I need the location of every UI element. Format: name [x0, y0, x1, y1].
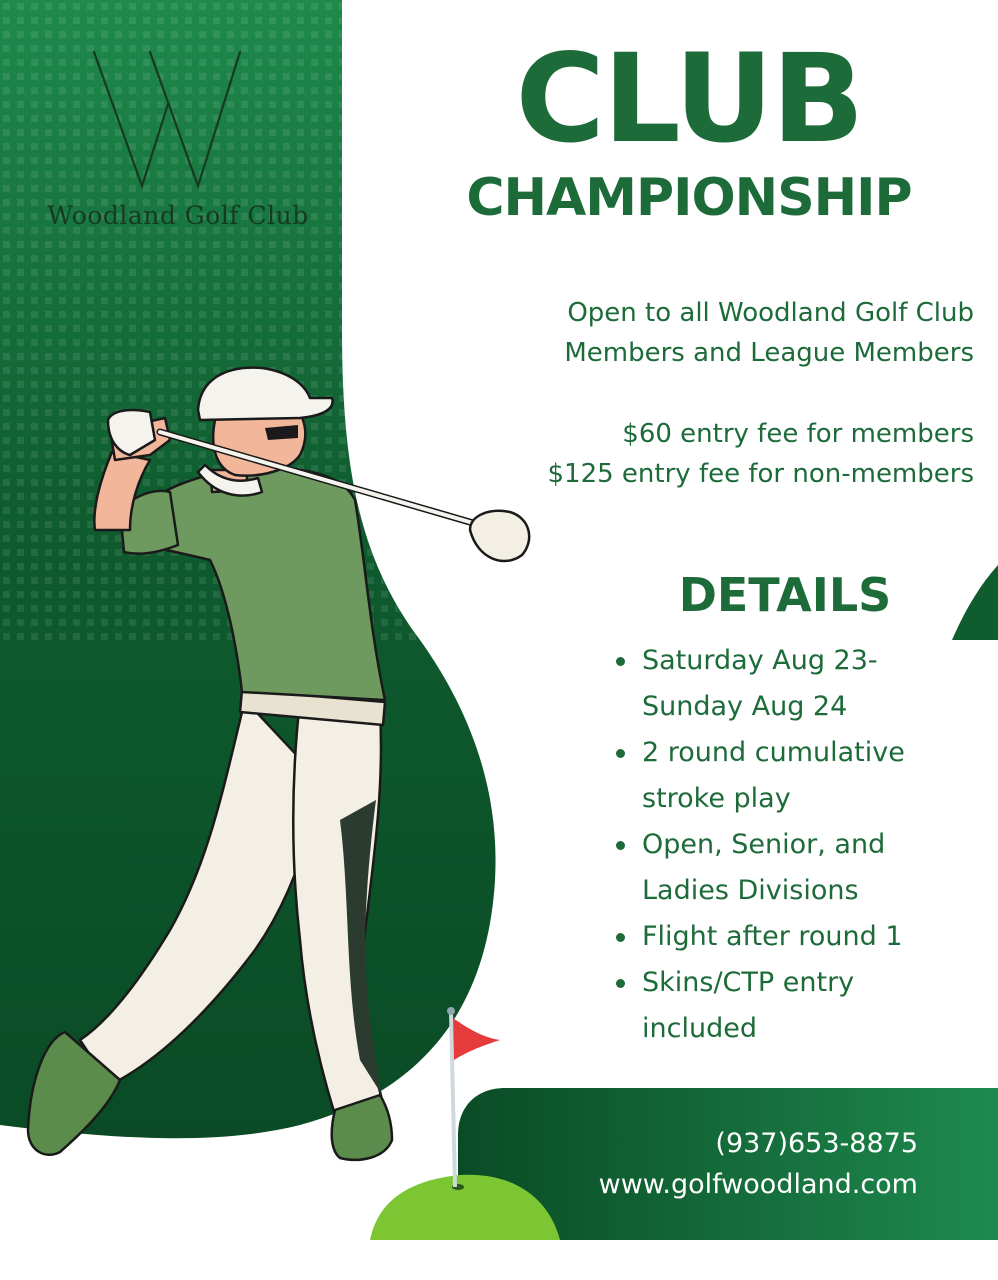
title-club: CLUB: [515, 28, 863, 170]
details-item-line: Skins/CTP entry: [642, 967, 855, 998]
details-item-line: Open, Senior, and: [642, 829, 886, 860]
details-item-line: Ladies Divisions: [642, 875, 859, 906]
details-item: [614, 730, 974, 822]
details-item-line: Flight after round 1: [642, 921, 903, 952]
details-list: [614, 638, 974, 1052]
details-item: [614, 822, 974, 914]
eligibility-line-1: Open to all Woodland Golf Club: [567, 298, 974, 328]
club-logo-name: Woodland Golf Club: [47, 201, 309, 230]
fee-non-members: $125 entry fee for non-members: [547, 459, 974, 489]
title-championship: CHAMPIONSHIP: [466, 168, 912, 228]
details-item: [614, 960, 974, 1052]
eligibility-line-2: Members and League Members: [564, 338, 974, 368]
contact-website: www.golfwoodland.com: [598, 1169, 918, 1200]
w-monogram-icon: [80, 44, 250, 194]
details-item-line: Saturday Aug 23-: [642, 645, 878, 676]
details-item-line: stroke play: [642, 783, 791, 814]
contact-phone: (937)653-8875: [715, 1128, 918, 1159]
details-item: [614, 638, 974, 730]
fee-members: $60 entry fee for members: [622, 419, 974, 449]
details-item-line: Sunday Aug 24: [642, 691, 848, 722]
details-item: [614, 914, 974, 960]
details-item-line: included: [642, 1013, 757, 1044]
details-item-line: 2 round cumulative: [642, 737, 905, 768]
details-heading: DETAILS: [678, 568, 892, 622]
